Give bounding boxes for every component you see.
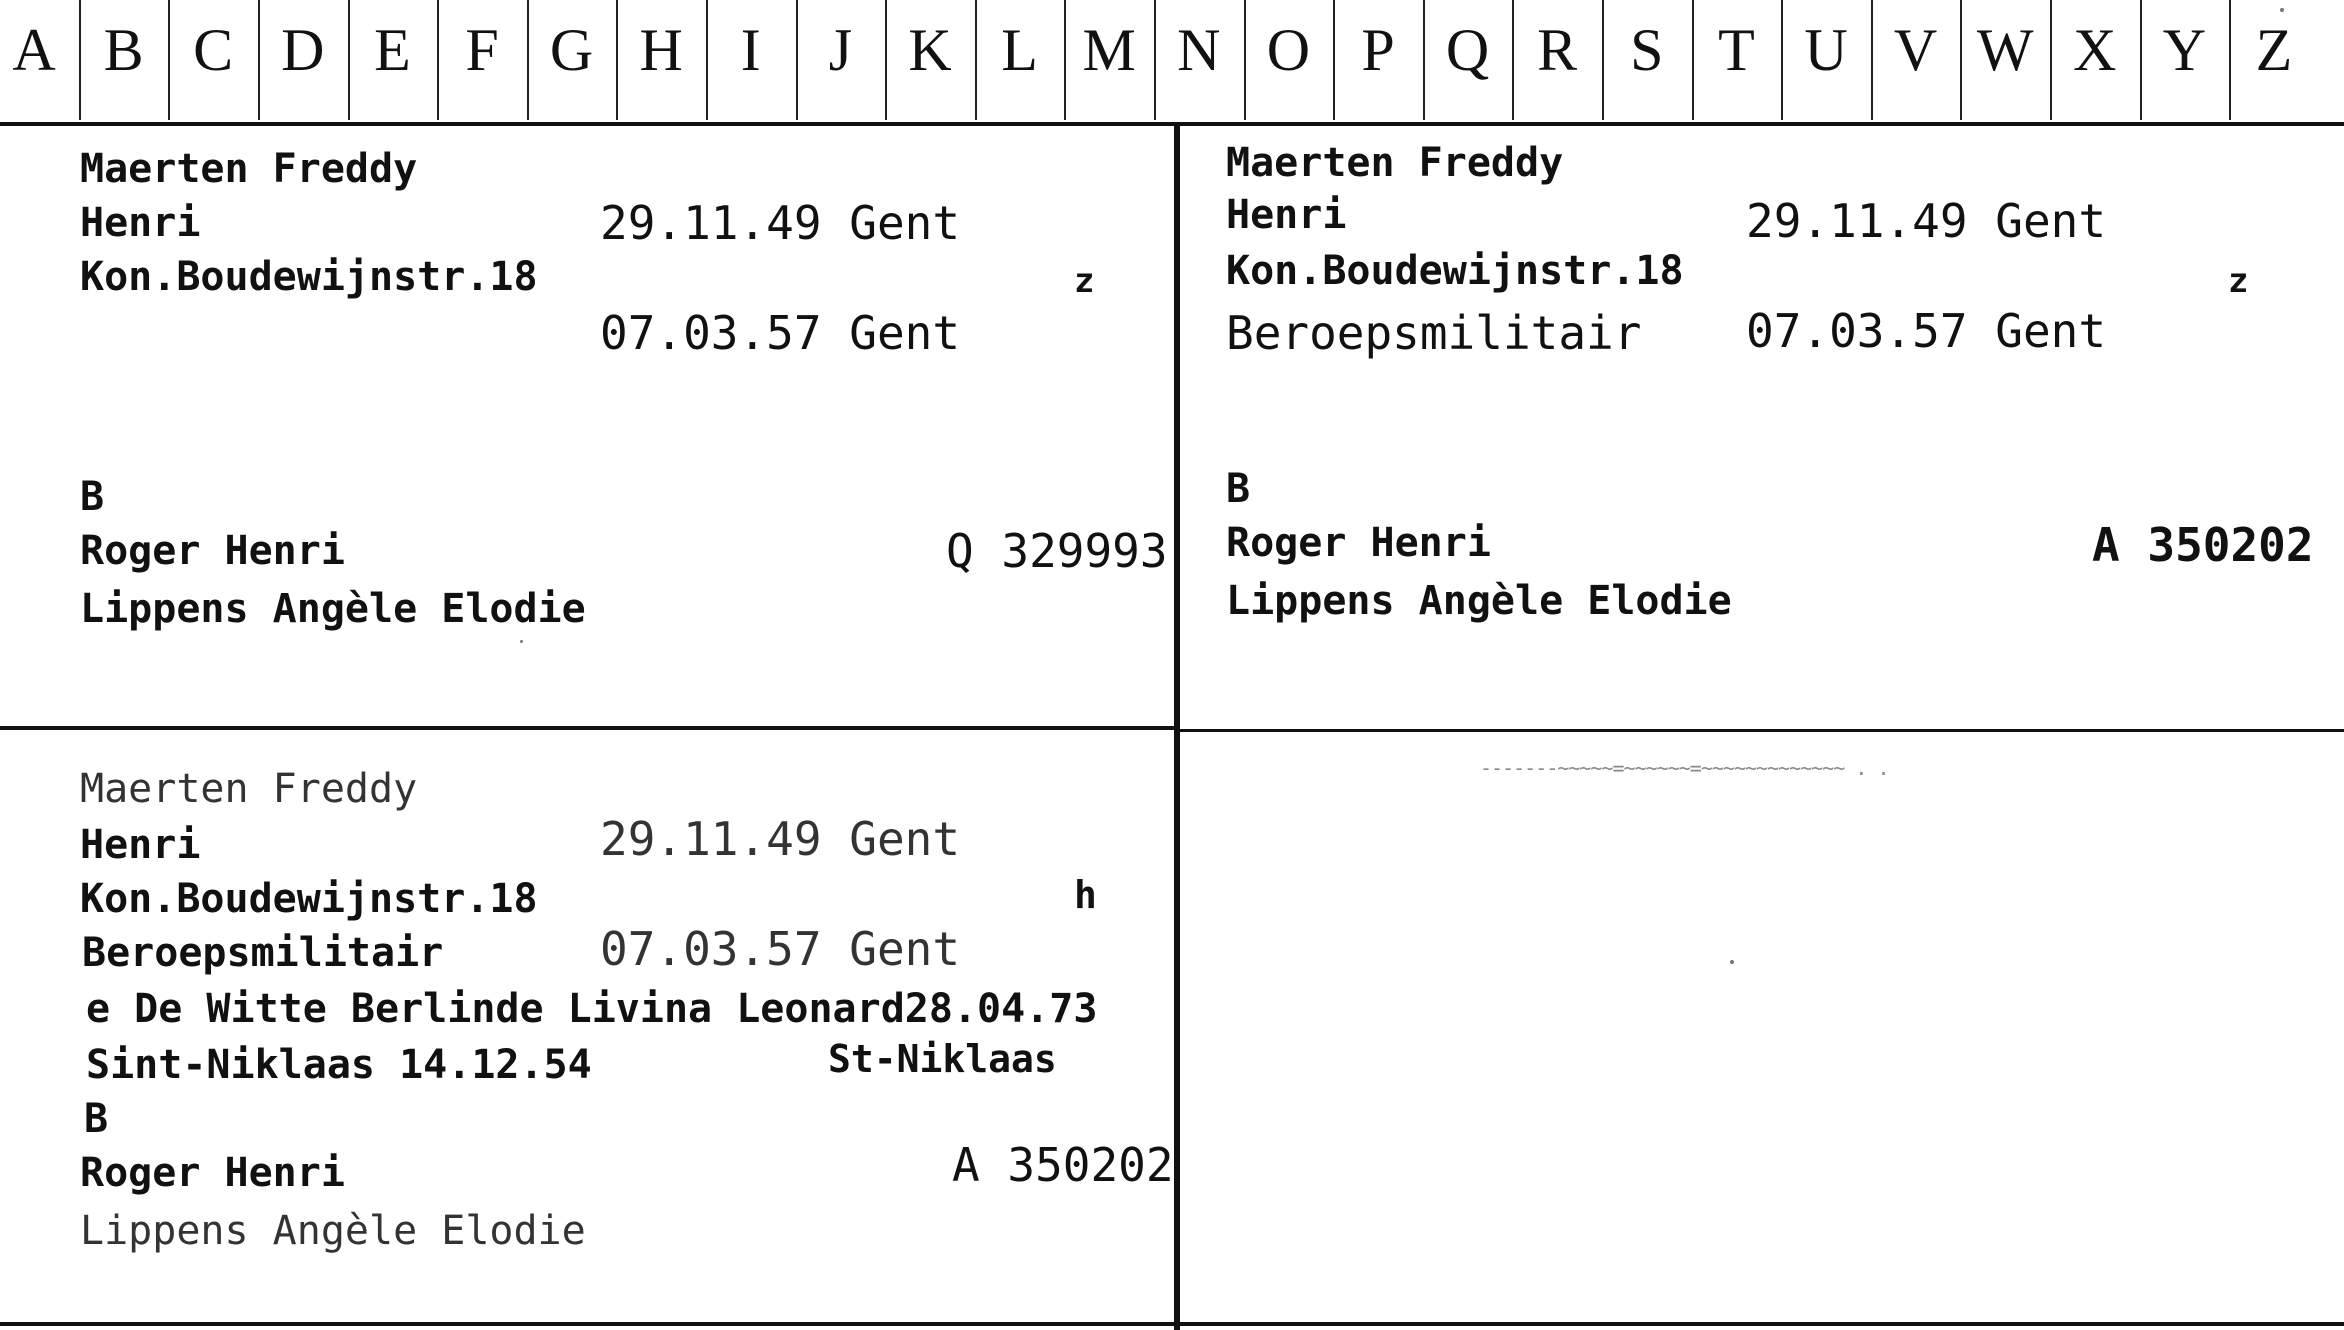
index-letter-k: K: [908, 17, 952, 83]
card-marker: z: [1074, 261, 1095, 301]
index-letter-g: G: [549, 17, 594, 83]
card-marker: h: [1074, 873, 1097, 917]
index-separator: [2229, 0, 2231, 120]
index-letter-n: N: [1177, 17, 1221, 83]
index-letter-s: S: [1630, 17, 1664, 83]
index-separator: [975, 0, 977, 120]
index-letter-u: U: [1804, 17, 1848, 83]
index-letter-t: T: [1718, 17, 1755, 83]
card-first-name: Henri: [1226, 192, 1347, 238]
index-separator: [1602, 0, 1604, 120]
ink-speck: [520, 640, 523, 643]
card-residence-date: 07.03.57 Gent: [600, 922, 961, 976]
index-separator: [1871, 0, 1873, 120]
card-mother: Lippens Angèle Elodie: [80, 1208, 586, 1254]
card-number: A 350202: [952, 1138, 1174, 1192]
index-separator: [1423, 0, 1425, 120]
card-name: Maerten Freddy: [1226, 140, 1564, 186]
card-residence-date: 07.03.57 Gent: [600, 306, 961, 360]
card-father: Roger Henri: [80, 528, 345, 574]
index-letter-b: B: [103, 17, 144, 83]
index-letter-l: L: [1001, 17, 1038, 83]
card-top-right: [1180, 130, 2344, 726]
card-birth: 29.11.49 Gent: [600, 812, 961, 866]
index-letter-p: P: [1361, 17, 1395, 83]
index-separator: [1692, 0, 1694, 120]
index-separator: [1960, 0, 1962, 120]
index-separator: [1512, 0, 1514, 120]
card-birth: 29.11.49 Gent: [600, 196, 961, 250]
card-marriage-place: St-Niklaas: [828, 1037, 1057, 1081]
card-category: B: [1226, 466, 1251, 512]
card-number: Q 329993: [946, 524, 1168, 578]
index-letter-c: C: [193, 17, 234, 83]
index-letter-h: H: [639, 17, 683, 83]
index-separator: [616, 0, 618, 120]
index-letter-y: Y: [2162, 17, 2207, 83]
index-separator: [885, 0, 887, 120]
card-spouse: e De Witte Berlinde Livina Leonard28.04.73: [86, 986, 1098, 1032]
index-separator: [527, 0, 529, 120]
card-profession: Beroepsmilitair: [82, 930, 444, 976]
index-letter-x: X: [2073, 17, 2117, 83]
index-letter-z: Z: [2255, 17, 2293, 83]
index-letter-j: J: [828, 17, 853, 83]
ink-speck: [2280, 8, 2284, 12]
index-separator: [706, 0, 708, 120]
bottom-edge: [0, 1322, 2344, 1326]
card-residence-date: 07.03.57 Gent: [1746, 304, 2107, 358]
bleed-through-text: -------~~~~~=~~~~~~=~~~~~~~~~~~~~ . .: [1480, 756, 1889, 780]
card-category: B: [80, 474, 105, 520]
index-separator: [796, 0, 798, 120]
index-separator: [2140, 0, 2142, 120]
index-letter-o: O: [1266, 17, 1311, 83]
index-letter-f: F: [465, 17, 499, 83]
card-spouse-birth: Sint-Niklaas 14.12.54: [86, 1042, 592, 1088]
card-profession: Beroepsmilitair: [1226, 306, 1642, 360]
card-birth: 29.11.49 Gent: [1746, 194, 2107, 248]
card-marker: z: [2228, 261, 2249, 301]
card-name: Maerten Freddy: [80, 766, 418, 812]
index-letter-w: W: [1976, 17, 2034, 83]
index-separator: [348, 0, 350, 120]
index-separator: [1333, 0, 1335, 120]
index-letter-e: E: [374, 17, 411, 83]
card-top-left: [0, 130, 1174, 726]
index-letter-r: R: [1537, 17, 1578, 83]
index-letter-i: I: [740, 17, 761, 83]
card-name: Maerten Freddy: [80, 146, 418, 192]
index-separator: [1781, 0, 1783, 120]
card-first-name: Henri: [80, 822, 201, 868]
index-separator: [168, 0, 170, 120]
card-father: Roger Henri: [80, 1150, 345, 1196]
index-letter-a: A: [12, 17, 56, 83]
index-separator: [258, 0, 260, 120]
index-separator: [1064, 0, 1066, 120]
ink-speck: [1730, 960, 1734, 964]
card-category: B: [84, 1096, 109, 1142]
index-separator: [79, 0, 81, 120]
card-address: Kon.Boudewijnstr.18: [80, 254, 538, 300]
index-separator: [1244, 0, 1246, 120]
index-separator: [1154, 0, 1156, 120]
card-father: Roger Henri: [1226, 520, 1491, 566]
card-mother: Lippens Angèle Elodie: [80, 586, 586, 632]
card-first-name: Henri: [80, 200, 201, 246]
index-separator: [2050, 0, 2052, 120]
card-bottom-right: [1180, 732, 2344, 1322]
index-letter-m: M: [1082, 17, 1136, 83]
index-letter-v: V: [1893, 17, 1938, 83]
card-number: A 350202: [2092, 518, 2314, 572]
alphabet-index-strip: [0, 0, 2344, 126]
index-letter-d: D: [281, 17, 325, 83]
card-bottom-left: [0, 730, 1174, 1322]
index-letter-q: Q: [1445, 17, 1490, 83]
card-address: Kon.Boudewijnstr.18: [80, 876, 538, 922]
card-mother: Lippens Angèle Elodie: [1226, 578, 1732, 624]
card-address: Kon.Boudewijnstr.18: [1226, 248, 1684, 294]
index-separator: [437, 0, 439, 120]
